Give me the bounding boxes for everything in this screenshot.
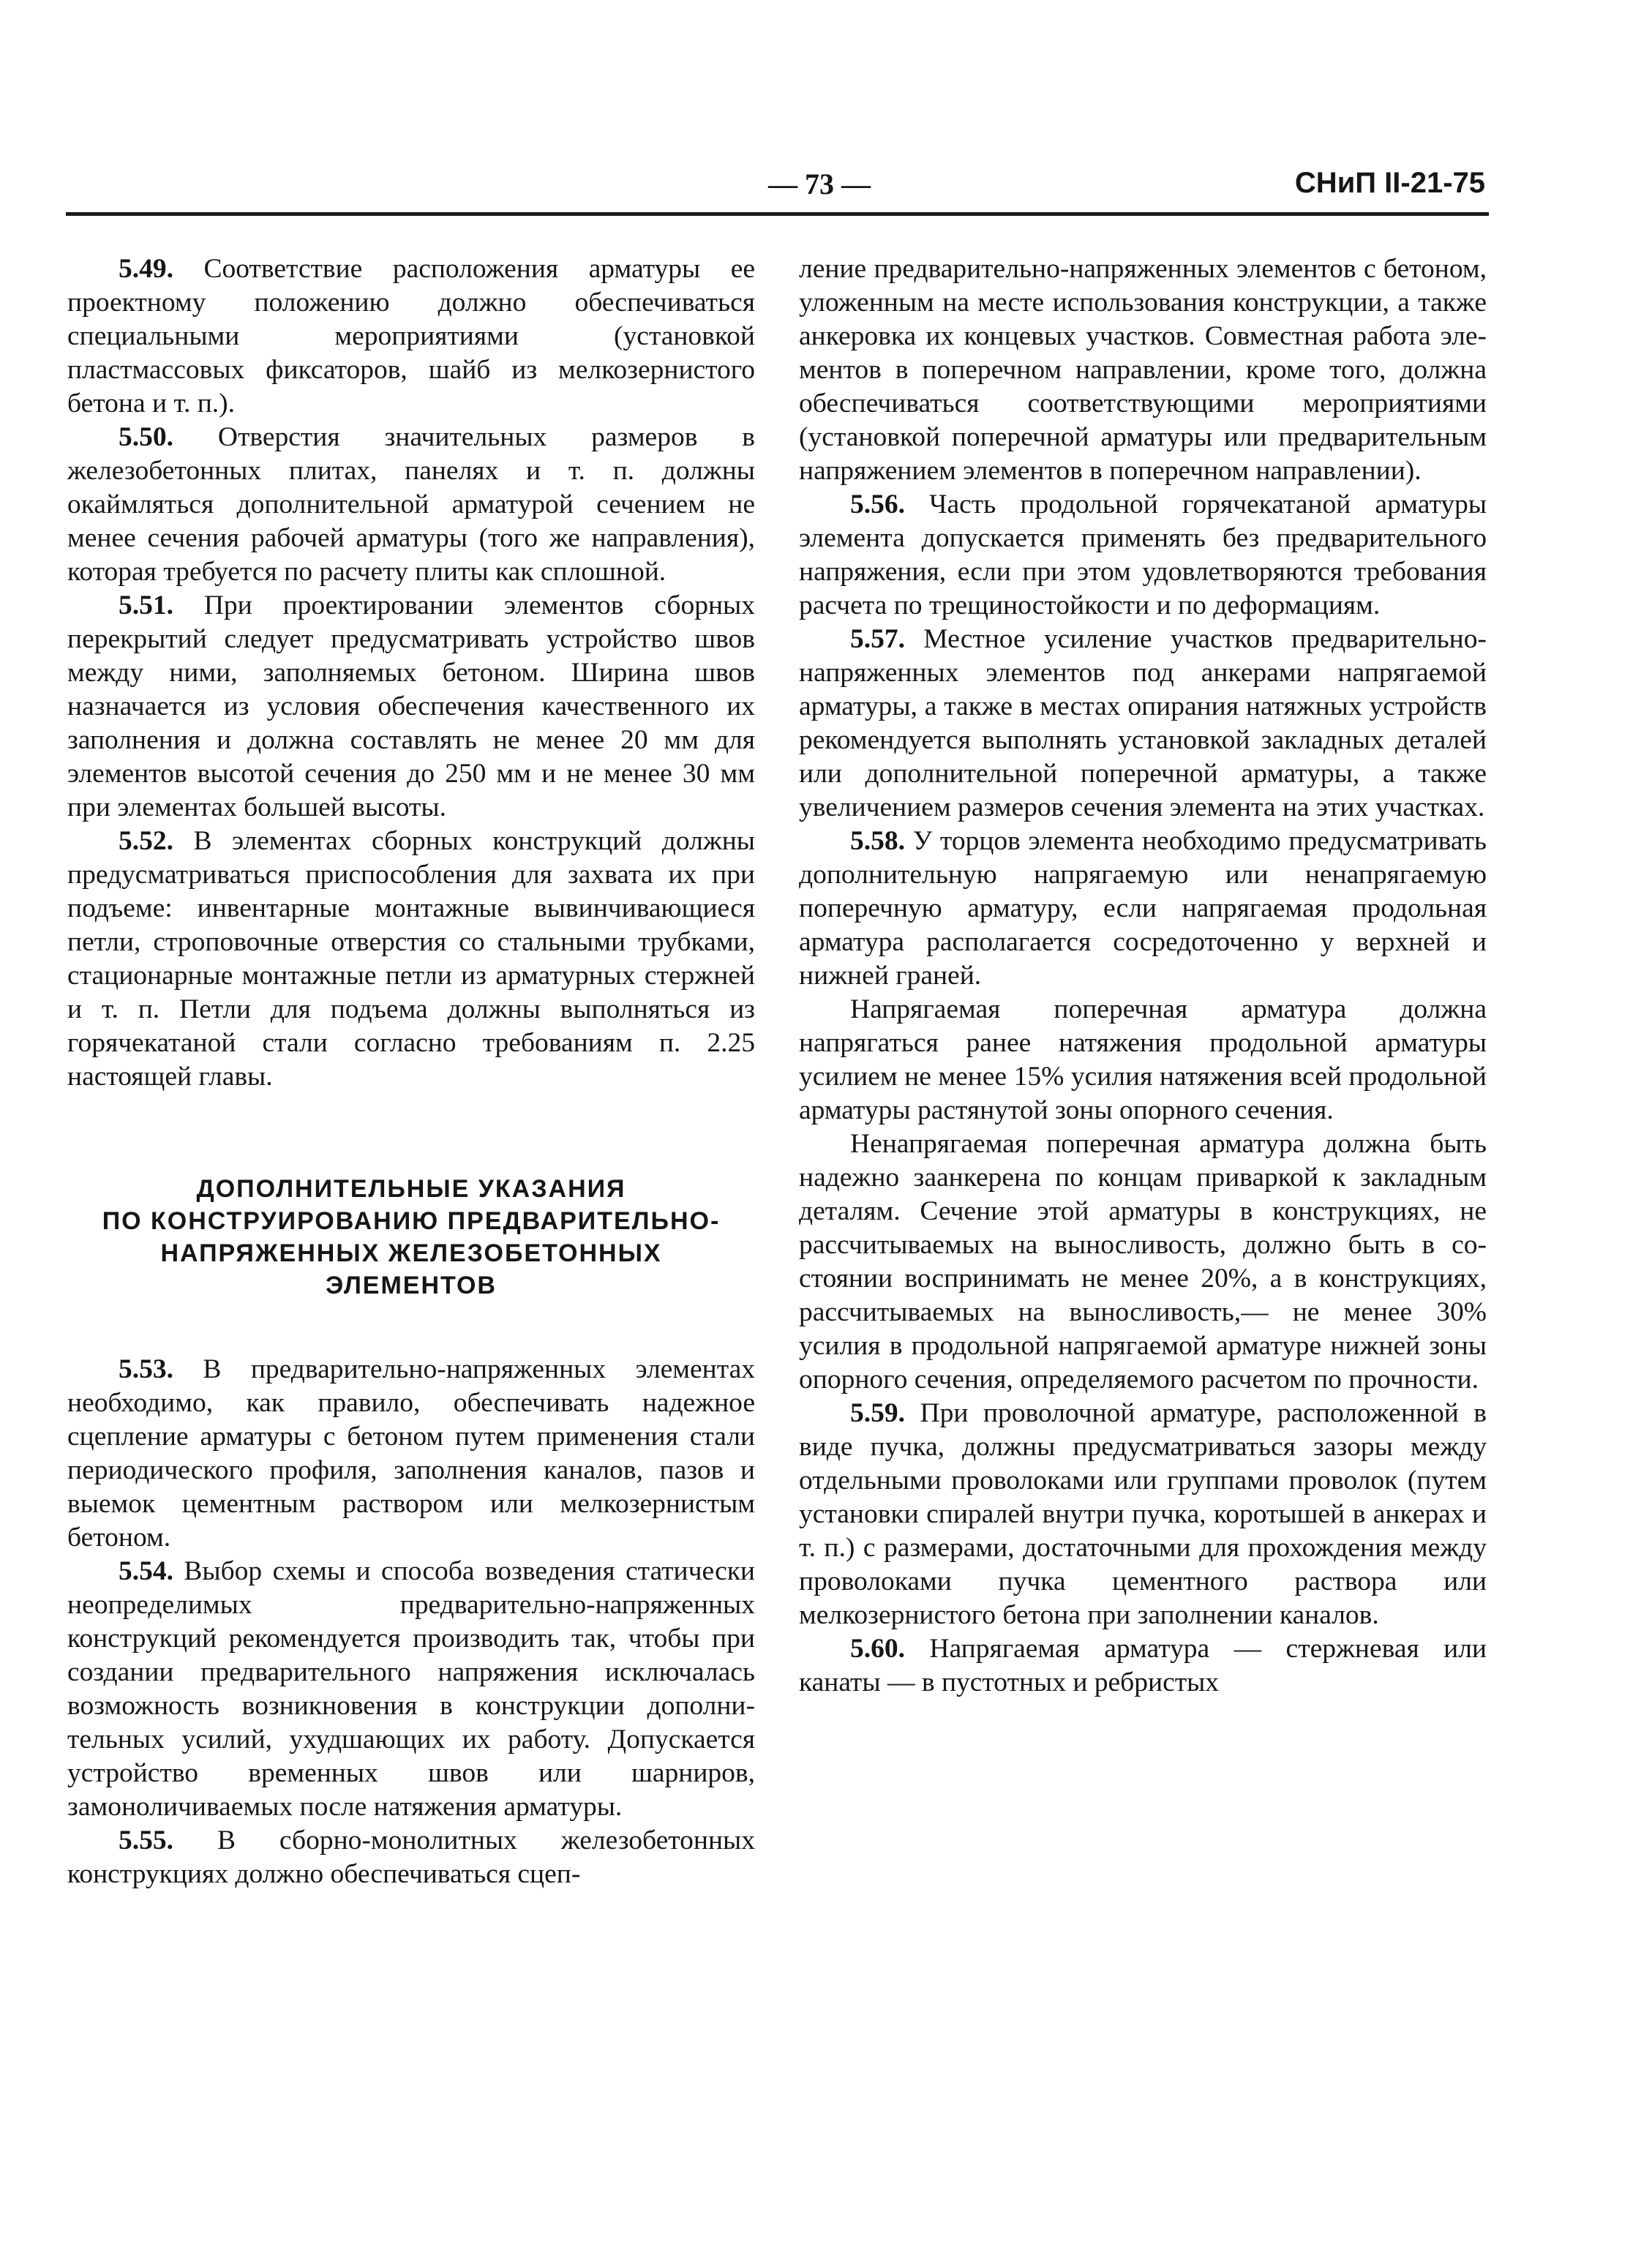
clause-number: 5.58. <box>850 826 905 856</box>
clause-text: При проволочной арматуре, расположенной в виде пучка, должны предусматриваться зазоры между отдельными проволоками или группами проволок (путем установки спиралей внутри пучка, коротышей в анкерах и т. п.) с размерами, достаточными для прохождения между проволоками пучка цементного раствора или мелкозернистого бетона при заполнении каналов. <box>799 1398 1487 1630</box>
clause-5-53 <box>67 1353 755 1555</box>
clause-5-60 <box>799 1632 1487 1700</box>
clause-text: Напрягаемая арматура — стержневая или канаты — в пустотных и ребристых <box>799 1634 1487 1697</box>
clause-5-58-paragraph-2: Напрягаемая поперечная арматура должна напрягаться ранее натяжения продольной арматуры усилием не менее 15% усилия натяжения всей продольной арматуры растянутой зоны опорного сечения. <box>799 994 1487 1125</box>
section-title-line: ДОПОЛНИТЕЛЬНЫЕ УКАЗАНИЯ <box>196 1175 626 1203</box>
clause-number: 5.50. <box>119 422 173 452</box>
clause-number: 5.60. <box>850 1634 905 1664</box>
section-title-line: НАПРЯЖЕННЫХ ЖЕЛЕЗОБЕТОННЫХ <box>160 1239 662 1267</box>
clause-5-54 <box>67 1555 755 1824</box>
clause-text: Часть продольной горячекатаной арматуры элемента допускается применять без предварительного напряжения, если при этом удовлетворяются требования расчета по трещиностойкости и по деформациям. <box>799 489 1487 620</box>
clause-5-49 <box>67 252 755 421</box>
clause-number: 5.54. <box>119 1556 173 1586</box>
header-rule <box>66 212 1489 216</box>
section-title <box>67 1173 755 1302</box>
clause-5-55-continued: ление предварительно-напряженных элементов с бетоном, уложенным на месте использования конструкции, а также анкеровка их концевых участков. Совместная работа элементов в поперечном направлении, кроме того, должна обеспечиваться соответствующими мероприятиями (установкой поперечной арматуры или предварительным напряжением элементов в поперечном направлении). <box>799 254 1487 486</box>
clause-5-58 <box>799 825 1487 993</box>
clause-text: У торцов элемента необходимо предусматривать дополнительную напрягаемую или ненапрягаемую поперечную арматуру, если напрягаемая продольная арматура располагается сосредоточенно у верхней и нижней граней. <box>799 826 1487 991</box>
clause-number: 5.56. <box>850 489 905 519</box>
clause-text: Местное усиление участков предварительно-напряженных элементов под анкерами напрягаемой арматуры, а также в местах опирания натяжных устройств рекомендуется выполнять установкой закладных деталей или дополнительной поперечной арматуры, а также увеличением размеров сечения элемента на этих участках. <box>799 624 1487 822</box>
page-header <box>66 167 1485 208</box>
clause-text: При проектировании элементов сборных перекрытий следует предусматривать устройство швов между ними, заполняемых бетоном. Ширина швов назначается из условия обеспечения качественного их заполнения и должна составлять не менее 20 мм для элементов высотой сечения до 250 мм и не менее 30 мм при элементах большей высоты. <box>67 590 755 822</box>
section-title-line: ЭЛЕМЕНТОВ <box>326 1272 497 1299</box>
clause-number: 5.51. <box>119 590 173 620</box>
clause-5-52 <box>67 825 755 1094</box>
left-column <box>67 252 755 1891</box>
clause-text: Выбор схемы и способа возведения статически неопределимых предварительно-напряженных конструкций рекомендуется производить так, чтобы при создании предварительного напряжения исключалась возможность возникновения в конструкции дополнительных усилий, ухудшающих их работу. Допускается устройство временных швов или шарниров, замоноличиваемых после натяжения арматуры. <box>67 1556 755 1822</box>
clause-text: В предварительно-напряженных элементах необходимо, как правило, обеспечивать надежное сцепление арматуры с бетоном путем применения стали периодического профиля, заполнения каналов, пазов и выемок цементным раствором или мелкозернистым бетоном. <box>67 1354 755 1553</box>
page-number: — 73 — <box>768 168 871 200</box>
document-code: СНиП II-21-75 <box>1294 167 1485 199</box>
right-column <box>799 252 1487 1700</box>
clause-5-56 <box>799 488 1487 623</box>
clause-text: Отверстия значительных размеров в железобетонных плитах, панелях и т. п. должны окаймляться дополнительной арматурой сечением не менее сечения рабочей арматуры (того же направления), которая требуется по расчету плиты как сплошной. <box>67 422 755 587</box>
clause-5-51 <box>67 589 755 825</box>
clause-text: В сборно-монолитных железобетонных конструкциях должно обеспечиваться сцеп- <box>67 1825 755 1889</box>
clause-number: 5.59. <box>850 1398 905 1428</box>
clause-number: 5.49. <box>119 254 173 284</box>
clause-5-55 <box>67 1824 755 1891</box>
clause-number: 5.55. <box>119 1825 173 1855</box>
clause-text: Соответствие расположения арматуры ее проектному положению должно обеспечиваться специальными мероприятиями (установкой пластмассовых фиксаторов, шайб из мелкозернистого бетона и т. п.). <box>67 254 755 419</box>
clause-5-59 <box>799 1397 1487 1632</box>
clause-5-58-paragraph-3: Ненапрягаемая поперечная арматура должна быть надежно заанкерена по концам приваркой к закладным деталям. Сечение этой арматуры в конструкциях, не рассчитываемых на выносливость, должно быть в состоянии воспринимать не менее 20%, а в конструкциях, рассчитываемых на выносливость,— не менее 30% усилия в продольной напрягаемой арматуре нижней зоны опорного сечения, определяемого расчетом по прочности. <box>799 1129 1487 1395</box>
clause-number: 5.52. <box>119 826 173 856</box>
clause-5-50 <box>67 421 755 589</box>
clause-5-57 <box>799 623 1487 825</box>
clause-number: 5.53. <box>119 1354 173 1384</box>
section-title-line: ПО КОНСТРУИРОВАНИЮ ПРЕДВАРИТЕЛЬНО- <box>102 1207 721 1235</box>
clause-number: 5.57. <box>850 624 905 654</box>
clause-text: В элементах сборных конструкций должны предусматриваться приспособления для захвата их при подъеме: инвентарные монтажные вывинчивающиеся петли, строповочные отверстия со стальными трубками, стационарные монтажные петли из арматурных стержней и т. п. Петли для подъема должны выполняться из горячекатаной стали согласно требованиям п. 2.25 настоящей главы. <box>67 826 755 1092</box>
